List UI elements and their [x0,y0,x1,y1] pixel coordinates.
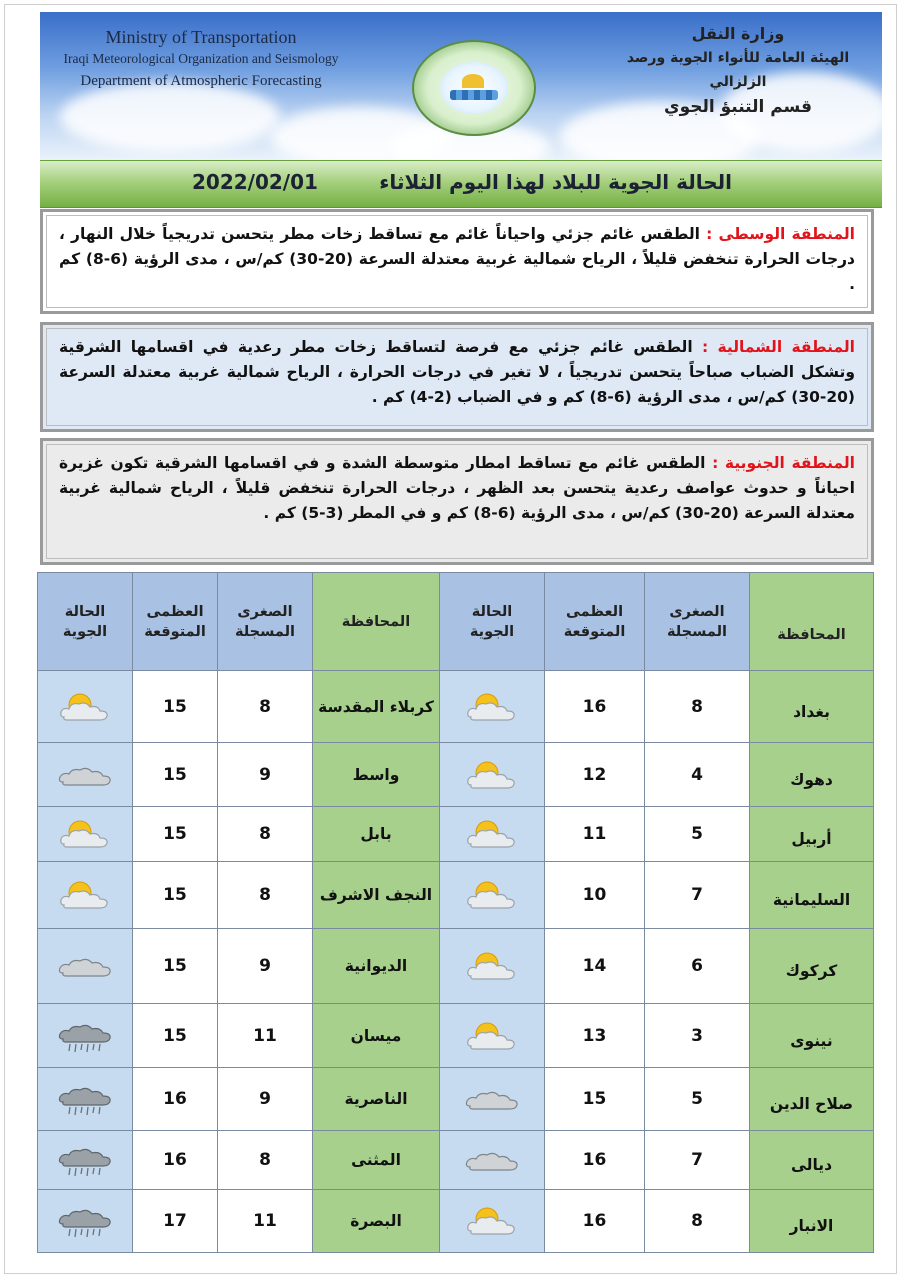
table-row [38,807,874,862]
region-south-label: المنطقة الجنوبية : [712,454,855,472]
table-header-row [38,573,874,671]
header-weather: الحالة الجوية [440,573,545,671]
max-temp-cell: 15 [133,862,218,929]
province-cell: النجف الاشرف [313,862,440,929]
partly-cloudy-icon [38,807,133,862]
min-temp-cell: 9 [218,1068,313,1131]
min-temp-cell: 11 [218,1190,313,1253]
header-weather: الحالة الجوية [38,573,133,671]
province-cell: كركوك [750,929,874,1004]
partly-cloudy-icon [440,743,545,807]
rain-icon [38,1131,133,1190]
table-row [38,1131,874,1190]
table-row [38,929,874,1004]
province-cell: أربيل [750,807,874,862]
max-temp-cell: 12 [545,743,645,807]
max-temp-cell: 16 [545,671,645,743]
max-temp-cell: 15 [545,1068,645,1131]
title-bar [40,160,882,208]
min-temp-cell: 8 [218,1131,313,1190]
region-north-label: المنطقة الشمالية : [702,338,855,356]
province-cell: بابل [313,807,440,862]
min-temp-cell: 3 [645,1004,750,1068]
max-temp-cell: 15 [133,671,218,743]
min-temp-cell: 7 [645,862,750,929]
min-temp-cell: 7 [645,1131,750,1190]
arabic-header [608,22,868,120]
max-temp-cell: 13 [545,1004,645,1068]
min-temp-cell: 5 [645,807,750,862]
header-min: الصغرى المسجلة [218,573,313,671]
max-temp-cell: 15 [133,1004,218,1068]
rain-icon [38,1190,133,1253]
max-temp-cell: 16 [133,1068,218,1131]
max-temp-cell: 16 [133,1131,218,1190]
min-temp-cell: 8 [645,1190,750,1253]
province-cell: صلاح الدين [750,1068,874,1131]
organization-name-ar: الهيئة العامة للأنواء الجوية ورصد الزلزالي [626,50,850,90]
ministry-name-en: Ministry of Transportation [105,27,297,47]
header-province: المحافظة [313,573,440,671]
min-temp-cell: 8 [218,807,313,862]
weather-table [37,572,874,1253]
partly-cloudy-icon [440,1004,545,1068]
min-temp-cell: 6 [645,929,750,1004]
min-temp-cell: 8 [218,671,313,743]
min-temp-cell: 8 [645,671,750,743]
max-temp-cell: 16 [545,1131,645,1190]
province-cell: الناصرية [313,1068,440,1131]
table-row [38,743,874,807]
cloudy-icon [440,1131,545,1190]
department-name-ar: قسم التنبؤ الجوي [664,97,812,117]
table-row [38,1068,874,1131]
min-temp-cell: 4 [645,743,750,807]
partly-cloudy-icon [440,862,545,929]
cloudy-icon [38,743,133,807]
partly-cloudy-icon [440,1190,545,1253]
header-max: العظمى المتوقعة [133,573,218,671]
rain-icon [38,1068,133,1131]
region-central-text: الطقس غائم جزئي واحياناً غائم مع تساقط زخات مطر يتحسن تدريجياً خلال النهار ، درجات الحرارة تنخفض قليلاً ، الرياح شمالية غربية معتدلة السرعة (20-30) كم/س ، مدى الرؤية (6-8) كم . [59,225,855,293]
partly-cloudy-icon [38,671,133,743]
province-cell: واسط [313,743,440,807]
report-title: الحالة الجوية للبلاد لهذا اليوم الثلاثاء [379,170,732,194]
english-header [56,26,346,92]
max-temp-cell: 16 [545,1190,645,1253]
table-row [38,862,874,929]
min-temp-cell: 5 [645,1068,750,1131]
department-name-en: Department of Atmospheric Forecasting [80,73,322,89]
header-province: المحافظة [750,573,874,671]
partly-cloudy-icon [440,671,545,743]
region-central-box [40,209,874,314]
max-temp-cell: 15 [133,743,218,807]
organization-logo [412,40,536,136]
report-date: 2022/02/01 [192,170,318,194]
partly-cloudy-icon [440,807,545,862]
province-cell: السليمانية [750,862,874,929]
partly-cloudy-icon [440,929,545,1004]
table-row [38,671,874,743]
region-north-box [40,322,874,432]
province-cell: دهوك [750,743,874,807]
table-row [38,1004,874,1068]
max-temp-cell: 15 [133,929,218,1004]
max-temp-cell: 10 [545,862,645,929]
region-north-text: الطقس غائم جزئي مع فرصة لتساقط زخات مطر رعدية في اقسامها الشرقية وتشكل الضباب صباحاً يتحسن تدريجياً ، لا تغير في درجات الحرارة ، الرياح شمالية غربية معتدلة السرعة (20-30) كم/س ، مدى الرؤية (6-8) كم و في الضباب (2-4) كم . [59,338,855,406]
cloudy-icon [440,1068,545,1131]
min-temp-cell: 11 [218,1004,313,1068]
header-banner [40,12,882,160]
partly-cloudy-icon [38,862,133,929]
province-cell: البصرة [313,1190,440,1253]
max-temp-cell: 11 [545,807,645,862]
table-row [38,1190,874,1253]
province-cell: نينوى [750,1004,874,1068]
min-temp-cell: 9 [218,929,313,1004]
province-cell: بغداد [750,671,874,743]
province-cell: الديوانية [313,929,440,1004]
header-max: العظمى المتوقعة [545,573,645,671]
organization-name-en: Iraqi Meteorological Organization and Seismology [63,51,339,66]
province-cell: كربلاء المقدسة [313,671,440,743]
min-temp-cell: 9 [218,743,313,807]
province-cell: المثنى [313,1131,440,1190]
region-central-label: المنطقة الوسطى : [706,225,855,243]
min-temp-cell: 8 [218,862,313,929]
header-min: الصغرى المسجلة [645,573,750,671]
max-temp-cell: 17 [133,1190,218,1253]
max-temp-cell: 14 [545,929,645,1004]
province-cell: ميسان [313,1004,440,1068]
rain-icon [38,1004,133,1068]
region-south-box [40,438,874,565]
province-cell: ديالى [750,1131,874,1190]
max-temp-cell: 15 [133,807,218,862]
cloudy-icon [38,929,133,1004]
province-cell: الانبار [750,1190,874,1253]
region-south-text: الطقس غائم مع تساقط امطار متوسطة الشدة و في اقسامها الشرقية تكون غزيرة احياناً و حدوث عواصف رعدية يتحسن بعد الظهر ، درجات الحرارة تنخفض قليلاً ، الرياح شمالية غربية معتدلة السرعة (20-30) كم/س ، مدى الرؤية (6-8) كم و في المطر (3-5) كم . [59,454,855,522]
ministry-name-ar: وزارة النقل [691,24,785,43]
